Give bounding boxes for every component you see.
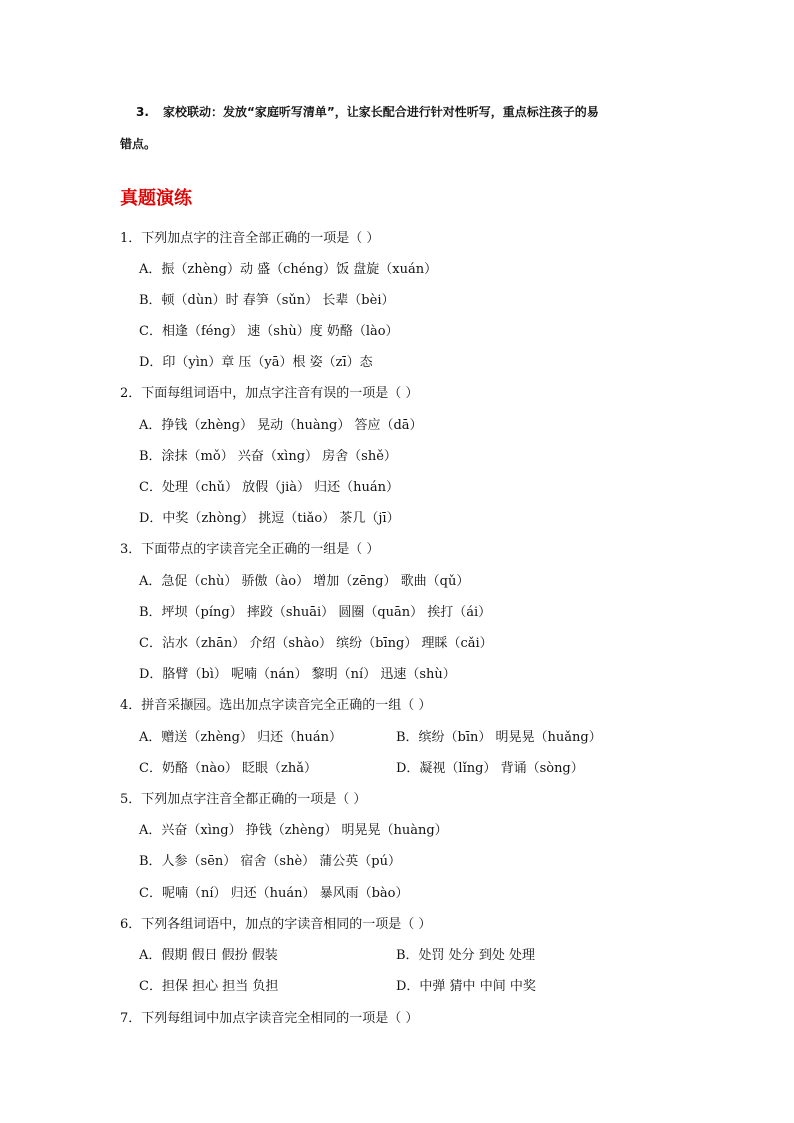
question-6-stem: 6．下列各组词语中，加点的字读音相同的一项是（ ） <box>120 917 432 932</box>
question-3-stem: 3．下面带点的字读音完全正确的一组是（ ） <box>120 542 380 557</box>
question-2-option-a: A．挣钱（zhèng） 晃动（huàng） 答应（dā） <box>139 418 423 433</box>
question-3-option-c: C．沾水（zhān） 介绍（shào） 缤纷（bīng） 理睬（cǎi） <box>139 636 493 651</box>
question-6-option-a: A．假期 假日 假扮 假装 <box>139 948 278 963</box>
question-1-option-d: D．印（yìn）章 压（yā）根 姿（zī）态 <box>139 355 373 370</box>
question-1-option-c: C．相逢（féng） 速（shù）度 奶酪（lào） <box>139 324 399 339</box>
intro-item-text-continued: 错点。 <box>120 137 157 151</box>
question-2-option-b: B．涂抹（mǒ） 兴奋（xìng） 房舍（shě） <box>139 449 397 464</box>
question-1-option-a: A．振（zhèng）动 盛（chéng）饭 盘旋（xuán） <box>139 262 438 277</box>
intro-item-text: 家校联动：发放“家庭听写清单”，让家长配合进行针对性听写，重点标注孩子的易 <box>163 105 599 119</box>
section-title: 真题演练 <box>120 188 192 209</box>
question-4-stem: 4．拼音采撷园。选出加点字读音完全正确的一组（ ） <box>120 698 432 713</box>
question-6-option-d: D．中弹 猜中 中间 中奖 <box>396 979 536 994</box>
question-5-stem: 5．下列加点字注音全都正确的一项是（ ） <box>120 792 367 807</box>
question-2-stem: 2．下面每组词语中，加点字注音有误的一项是（ ） <box>120 386 419 401</box>
question-3-option-a: A．急促（chù） 骄傲（ào） 增加（zēng） 歌曲（qǔ） <box>139 574 470 589</box>
question-2-option-c: C．处理（chǔ） 放假（jià） 归还（huán） <box>139 480 400 495</box>
question-3-option-b: B．坪坝（píng） 摔跤（shuāi） 圆圈（quān） 挨打（ái） <box>139 605 492 620</box>
question-5-option-b: B．人参（sēn） 宿舍（shè） 蒲公英（pú） <box>139 854 401 869</box>
question-4-option-a: A．赠送（zhèng） 归还（huán） <box>139 730 342 745</box>
question-6-option-b: B．处罚 处分 到处 处理 <box>396 948 535 963</box>
question-4-option-d: D．凝视（lǐng） 背诵（sòng） <box>396 761 584 776</box>
question-7-stem: 7．下列每组词中加点字读音完全相同的一项是（ ） <box>120 1011 419 1026</box>
question-1-stem: 1．下列加点字的注音全部正确的一项是（ ） <box>120 231 380 246</box>
question-2-option-d: D．中奖（zhòng） 挑逗（tiǎo） 茶几（jī） <box>139 511 400 526</box>
question-3-option-d: D．胳臂（bì） 呢喃（nán） 黎明（ní） 迅速（shù） <box>139 667 456 682</box>
question-1-option-b: B．顿（dùn）时 春笋（sǔn） 长辈（bèi） <box>139 293 395 308</box>
question-6-option-c: C．担保 担心 担当 负担 <box>139 979 279 994</box>
question-4-option-b: B．缤纷（bīn） 明晃晃（huǎng） <box>396 730 602 745</box>
question-5-option-c: C．呢喃（ní） 归还（huán） 暴风雨（bào） <box>139 886 409 901</box>
question-5-option-a: A．兴奋（xìng） 挣钱（zhèng） 明晃晃（huàng） <box>139 823 448 838</box>
intro-item-number: 3. <box>136 105 149 119</box>
question-4-option-c: C．奶酪（nào） 眨眼（zhǎ） <box>139 761 318 776</box>
